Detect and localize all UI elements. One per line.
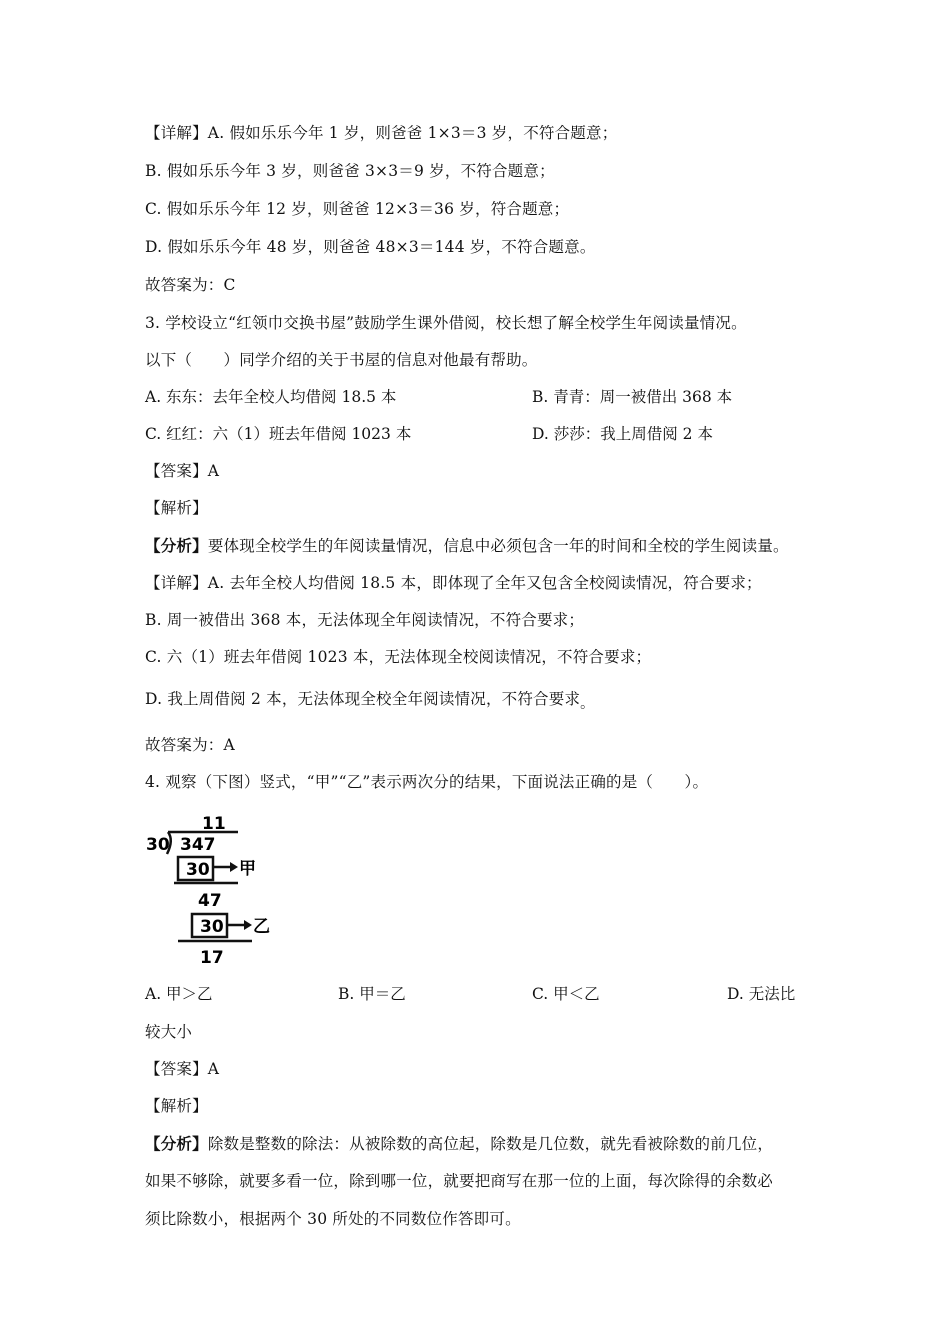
- quotient-text: 11: [202, 814, 226, 834]
- q4-answer: 【答案】A: [145, 1060, 220, 1078]
- q3-detail-b: B. 周一被借出 368 本，无法体现全年阅读情况，不符合要求；: [145, 611, 585, 629]
- q2-detail-d: D. 假如乐乐今年 48 岁，则爸爸 48×3＝144 岁，不符合题意。: [145, 238, 596, 256]
- q2-detail-a: 【详解】A. 假如乐乐今年 1 岁，则爸爸 1×3＝3 岁，不符合题意；: [145, 124, 618, 142]
- q3-analysis-text: 要体现全校学生的年阅读量情况，信息中必须包含一年的时间和全校的学生阅读量。: [207, 537, 789, 555]
- first-arrow-head-icon: [230, 862, 238, 872]
- dividend-text: 347: [180, 835, 216, 855]
- q2-detail-b: B. 假如乐乐今年 3 岁，则爸爸 3×3＝9 岁，不符合题意；: [145, 162, 555, 180]
- q4-analysis-line1: [145, 1133, 773, 1155]
- q3-option-c: C. 红红：六（1）班去年借阅 1023 本: [145, 425, 412, 443]
- q4-option-d-continued: 较大小: [145, 1023, 193, 1041]
- q3-detail-d: [145, 688, 594, 711]
- q3-analysis: [145, 535, 789, 557]
- q3-detail-d-end: 。: [580, 696, 595, 712]
- q2-answer-line: 故答案为：C: [145, 276, 236, 294]
- second-arrow-head-icon: [244, 920, 252, 930]
- q4-option-d: D. 无法比: [727, 985, 796, 1003]
- q3-option-d: D. 莎莎：我上周借阅 2 本: [532, 425, 713, 443]
- q3-analysis-header: 【解析】: [145, 499, 208, 517]
- q3-detail-a: 【详解】A. 去年全校人均借阅 18.5 本，即体现了全年又包含全校阅读情况，符合要求；: [145, 574, 762, 592]
- q4-option-c: C. 甲＜乙: [532, 985, 600, 1003]
- first-product-text: 30: [186, 860, 210, 880]
- q4-analysis-line2: 如果不够除，就要多看一位，除到哪一位，就要把商写在那一位的上面，每次除得的余数必: [145, 1172, 774, 1190]
- q4-analysis-line3: 须比除数小，根据两个 30 所处的不同数位作答即可。: [145, 1210, 521, 1228]
- q3-stem-line1: 3. 学校设立“红领巾交换书屋”鼓励学生课外借阅，校长想了解全校学生年阅读量情况。: [145, 314, 747, 332]
- q3-option-a: A. 东东：去年全校人均借阅 18.5 本: [145, 388, 397, 406]
- q4-analysis-header: 【解析】: [145, 1097, 208, 1115]
- first-label-text: 甲: [239, 859, 256, 879]
- second-label-text: 乙: [253, 917, 270, 937]
- second-product-text: 30: [200, 917, 224, 937]
- q3-detail-c: C. 六（1）班去年借阅 1023 本，无法体现全校阅读情况，不符合要求；: [145, 648, 652, 666]
- q4-option-a: A. 甲＞乙: [145, 985, 213, 1003]
- long-division-diagram: [140, 810, 290, 970]
- q3-answer: 【答案】A: [145, 462, 220, 480]
- q2-detail-c: C. 假如乐乐今年 12 岁，则爸爸 12×3＝36 岁，符合题意；: [145, 200, 570, 218]
- final-remainder-text: 17: [200, 948, 224, 968]
- divisor-text: 30: [146, 835, 170, 855]
- q4-stem: 4. 观察（下图）竖式，“甲”“乙”表示两次分的结果，下面说法正确的是（ ）。: [145, 773, 709, 791]
- q4-analysis-tag: 【分析】: [145, 1134, 208, 1153]
- q3-analysis-tag: 【分析】: [145, 536, 208, 555]
- first-remainder-text: 47: [198, 891, 222, 911]
- q4-option-b: B. 甲＝乙: [338, 985, 406, 1003]
- q3-detail-d-text: D. 我上周借阅 2 本，无法体现全校全年阅读情况，不符合要求: [145, 690, 581, 708]
- q4-analysis-text1: 除数是整数的除法：从被除数的高位起，除数是几位数，就先看被除数的前几位，: [207, 1135, 774, 1153]
- q3-answer-line: 故答案为：A: [145, 736, 235, 754]
- q3-stem-line2: 以下（ ）同学介绍的关于书屋的信息对他最有帮助。: [145, 351, 538, 369]
- q3-option-b: B. 青青：周一被借出 368 本: [532, 388, 733, 406]
